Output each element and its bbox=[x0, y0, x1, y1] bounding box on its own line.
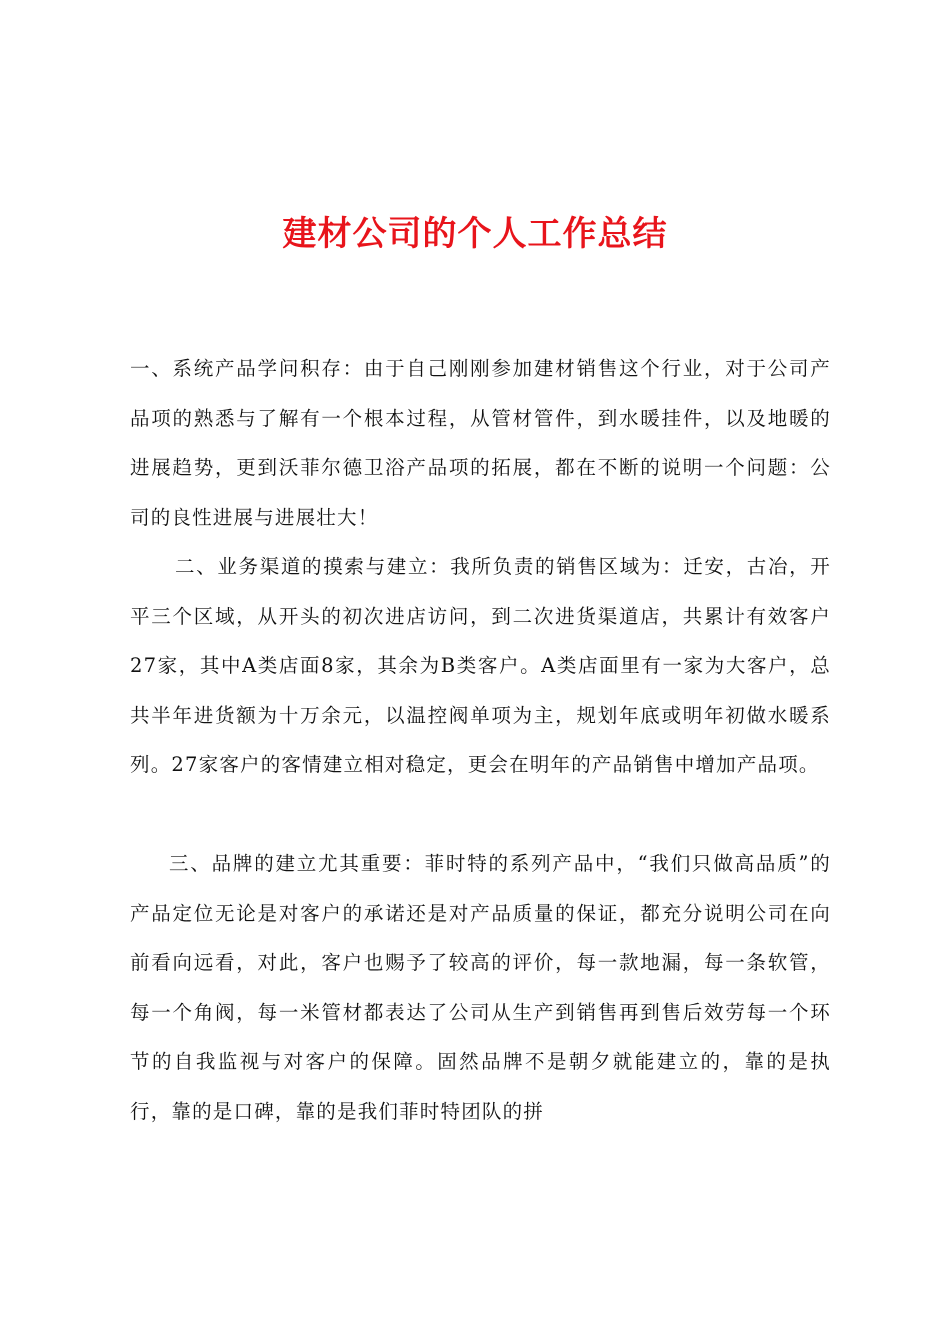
paragraph-product-knowledge: 一、系统产品学问积存：由于自己刚刚参加建材销售这个行业，对于公司产品项的熟悉与了解有一个根本过程，从管材管件，到水暖挂件，以及地暖的进展趋势，更到沃菲尔德卫浴产品项的拓展，都在不断的说明一个问题：公司的良性进展与进展壮大！ bbox=[130, 357, 831, 529]
paragraph-brand-building: 三、品牌的建立尤其重要：菲时特的系列产品中，“我们只做高品质”的产品定位无论是对客户的承诺还是对产品质量的保证，都充分说明公司在向前看向远看，对此，客户也赐予了较高的评价，每一款地漏，每一条软管，每一个角阀，每一米管材都表达了公司从生产到销售再到售后效劳每一个环节的自我监视与对客户的保障。固然品牌不是朝夕就能建立的，靠的是执行，靠的是口碑，靠的是我们菲时特团队的拼 bbox=[130, 852, 831, 1123]
document-title: 建材公司的个人工作总结 bbox=[282, 214, 668, 254]
paragraph-sales-channels: 二、业务渠道的摸索与建立：我所负责的销售区域为：迁安，古冶，开平三个区域，从开头的初次进店访问，到二次进货渠道店，共累计有效客户27家，其中A类店面8家，其余为B类客户。A类店面里有一家为大客户，总共半年进货额为十万余元，以温控阀单项为主，规划年底或明年初做水暖系列。27家客户的客情建立相对稳定，更会在明年的产品销售中增加产品项。 bbox=[130, 555, 831, 776]
